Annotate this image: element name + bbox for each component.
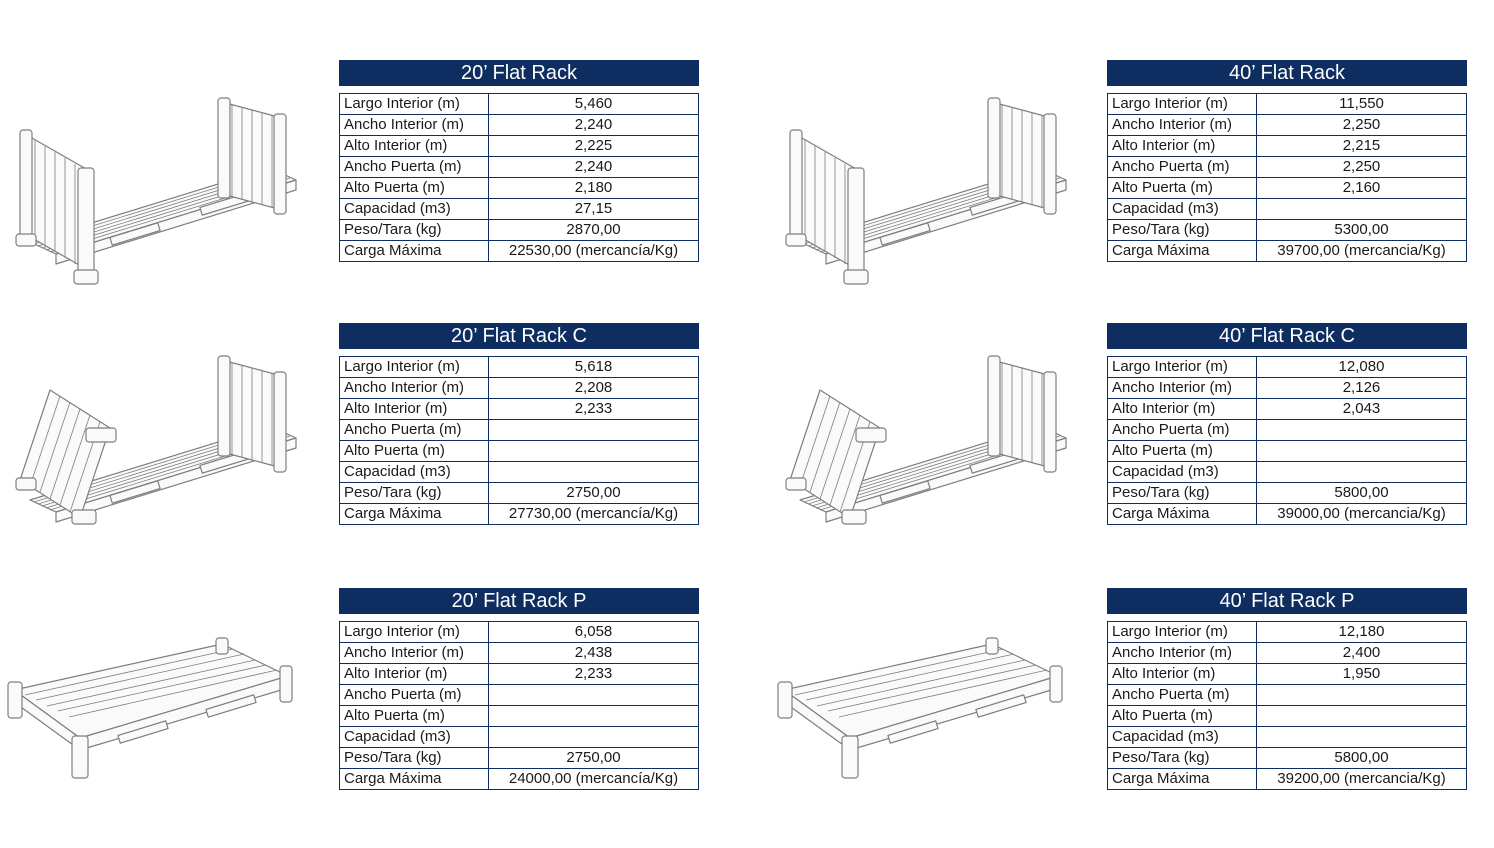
row-label: Alto Puerta (m) <box>1108 706 1257 727</box>
table-row <box>1108 727 1467 748</box>
row-label: Ancho Puerta (m) <box>1108 420 1257 441</box>
row-label: Capacidad (m3) <box>340 199 489 220</box>
table-row <box>1108 643 1467 664</box>
table-row <box>1108 178 1467 199</box>
row-label: Peso/Tara (kg) <box>340 483 489 504</box>
table-row <box>340 441 699 462</box>
table-row <box>1108 462 1467 483</box>
panel-title: 40’ Flat Rack P <box>1107 588 1467 614</box>
row-value: 12,180 <box>1257 622 1467 643</box>
table-row <box>1108 748 1467 769</box>
table-row <box>1108 157 1467 178</box>
row-label: Alto Puerta (m) <box>1108 441 1257 462</box>
row-label: Carga Máxima <box>1108 504 1257 525</box>
row-label: Carga Máxima <box>1108 241 1257 262</box>
row-value <box>489 462 699 483</box>
table-row <box>340 748 699 769</box>
row-value <box>1257 420 1467 441</box>
row-value: 5800,00 <box>1257 748 1467 769</box>
row-label: Peso/Tara (kg) <box>1108 748 1257 769</box>
table-row <box>340 769 699 790</box>
row-value <box>1257 706 1467 727</box>
spec-table <box>1107 93 1467 262</box>
row-value <box>1257 441 1467 462</box>
row-label: Peso/Tara (kg) <box>1108 220 1257 241</box>
row-label: Largo Interior (m) <box>1108 94 1257 115</box>
table-row <box>1108 664 1467 685</box>
table-row <box>1108 769 1467 790</box>
row-value: 39200,00 (mercancia/Kg) <box>1257 769 1467 790</box>
row-value: 12,080 <box>1257 357 1467 378</box>
row-value: 39700,00 (mercancia/Kg) <box>1257 241 1467 262</box>
row-value: 2,126 <box>1257 378 1467 399</box>
row-value: 39000,00 (mercancia/Kg) <box>1257 504 1467 525</box>
spec-panel-40-flat-rack-c <box>1107 323 1467 525</box>
spec-panel-40-flat-rack <box>1107 60 1467 262</box>
table-row <box>340 727 699 748</box>
row-label: Ancho Interior (m) <box>1108 378 1257 399</box>
table-row <box>340 483 699 504</box>
table-row <box>1108 378 1467 399</box>
table-row <box>1108 706 1467 727</box>
row-value: 5,618 <box>489 357 699 378</box>
row-value: 2,233 <box>489 399 699 420</box>
row-value: 27730,00 (mercancía/Kg) <box>489 504 699 525</box>
table-row <box>340 220 699 241</box>
spec-table <box>1107 621 1467 790</box>
row-label: Capacidad (m3) <box>340 727 489 748</box>
spec-table <box>339 93 699 262</box>
row-value <box>489 420 699 441</box>
panel-title: 20’ Flat Rack P <box>339 588 699 614</box>
row-value: 22530,00 (mercancía/Kg) <box>489 241 699 262</box>
table-row <box>1108 357 1467 378</box>
row-value: 2,225 <box>489 136 699 157</box>
row-label: Alto Puerta (m) <box>340 441 489 462</box>
row-value: 11,550 <box>1257 94 1467 115</box>
spec-panel-20-flat-rack-c <box>339 323 699 525</box>
row-value: 2870,00 <box>489 220 699 241</box>
row-label: Carga Máxima <box>340 769 489 790</box>
table-row <box>340 420 699 441</box>
table-row <box>1108 220 1467 241</box>
row-label: Ancho Interior (m) <box>1108 643 1257 664</box>
row-value: 5300,00 <box>1257 220 1467 241</box>
row-label: Ancho Interior (m) <box>340 115 489 136</box>
row-label: Alto Interior (m) <box>340 664 489 685</box>
row-label: Alto Puerta (m) <box>340 178 489 199</box>
row-value <box>1257 685 1467 706</box>
table-row <box>340 115 699 136</box>
flat-rack-40-illustration <box>770 72 1070 292</box>
row-value: 5,460 <box>489 94 699 115</box>
row-label: Alto Interior (m) <box>340 136 489 157</box>
table-row <box>1108 136 1467 157</box>
table-row <box>1108 483 1467 504</box>
row-value <box>489 441 699 462</box>
panel-title: 40’ Flat Rack <box>1107 60 1467 86</box>
row-value: 2,180 <box>489 178 699 199</box>
row-label: Capacidad (m3) <box>1108 199 1257 220</box>
table-row <box>1108 622 1467 643</box>
flat-rack-40p-illustration <box>770 598 1070 818</box>
row-value: 2,208 <box>489 378 699 399</box>
row-label: Alto Interior (m) <box>340 399 489 420</box>
table-row <box>1108 199 1467 220</box>
table-row <box>1108 441 1467 462</box>
row-value: 5800,00 <box>1257 483 1467 504</box>
row-value: 2750,00 <box>489 483 699 504</box>
row-label: Alto Puerta (m) <box>1108 178 1257 199</box>
row-value: 2,240 <box>489 157 699 178</box>
row-label: Peso/Tara (kg) <box>340 220 489 241</box>
spec-panel-20-flat-rack-p <box>339 588 699 790</box>
row-label: Ancho Interior (m) <box>340 643 489 664</box>
row-label: Alto Interior (m) <box>1108 664 1257 685</box>
table-row <box>1108 399 1467 420</box>
row-label: Largo Interior (m) <box>340 622 489 643</box>
row-value: 2,233 <box>489 664 699 685</box>
row-value <box>489 727 699 748</box>
table-row <box>340 622 699 643</box>
row-value: 2,240 <box>489 115 699 136</box>
row-value: 2,043 <box>1257 399 1467 420</box>
flat-rack-40c-illustration <box>770 330 1070 550</box>
row-label: Ancho Puerta (m) <box>1108 157 1257 178</box>
table-row <box>1108 685 1467 706</box>
panel-title: 20’ Flat Rack C <box>339 323 699 349</box>
row-value <box>489 706 699 727</box>
table-row <box>340 399 699 420</box>
flat-rack-20-illustration <box>0 72 300 292</box>
panel-title: 40’ Flat Rack C <box>1107 323 1467 349</box>
panel-title: 20’ Flat Rack <box>339 60 699 86</box>
spec-table <box>339 356 699 525</box>
table-row <box>340 643 699 664</box>
row-value: 6,058 <box>489 622 699 643</box>
table-row <box>340 685 699 706</box>
row-value: 2,438 <box>489 643 699 664</box>
table-row <box>340 136 699 157</box>
row-value <box>1257 462 1467 483</box>
table-row <box>340 94 699 115</box>
row-label: Largo Interior (m) <box>1108 357 1257 378</box>
row-label: Alto Puerta (m) <box>340 706 489 727</box>
row-label: Ancho Puerta (m) <box>1108 685 1257 706</box>
row-value: 24000,00 (mercancía/Kg) <box>489 769 699 790</box>
flat-rack-20c-illustration <box>0 330 300 550</box>
row-label: Alto Interior (m) <box>1108 399 1257 420</box>
table-row <box>340 357 699 378</box>
row-value: 2,250 <box>1257 115 1467 136</box>
table-row <box>340 504 699 525</box>
table-row <box>340 664 699 685</box>
row-value <box>1257 727 1467 748</box>
row-label: Carga Máxima <box>340 241 489 262</box>
table-row <box>1108 115 1467 136</box>
row-label: Carga Máxima <box>340 504 489 525</box>
row-label: Capacidad (m3) <box>340 462 489 483</box>
row-label: Ancho Interior (m) <box>1108 115 1257 136</box>
row-value: 2,400 <box>1257 643 1467 664</box>
spec-table <box>1107 356 1467 525</box>
spec-panel-20-flat-rack <box>339 60 699 262</box>
table-row <box>340 199 699 220</box>
row-value <box>1257 199 1467 220</box>
table-row <box>1108 420 1467 441</box>
row-label: Ancho Puerta (m) <box>340 157 489 178</box>
row-label: Largo Interior (m) <box>340 357 489 378</box>
row-label: Ancho Interior (m) <box>340 378 489 399</box>
row-value: 27,15 <box>489 199 699 220</box>
row-value: 1,950 <box>1257 664 1467 685</box>
table-row <box>340 241 699 262</box>
spec-panel-40-flat-rack-p <box>1107 588 1467 790</box>
row-value <box>489 685 699 706</box>
row-label: Largo Interior (m) <box>1108 622 1257 643</box>
table-row <box>340 157 699 178</box>
table-row <box>1108 241 1467 262</box>
row-label: Carga Máxima <box>1108 769 1257 790</box>
table-row <box>340 378 699 399</box>
row-value: 2,250 <box>1257 157 1467 178</box>
row-label: Capacidad (m3) <box>1108 462 1257 483</box>
spec-table <box>339 621 699 790</box>
table-row <box>340 178 699 199</box>
row-label: Peso/Tara (kg) <box>1108 483 1257 504</box>
row-label: Largo Interior (m) <box>340 94 489 115</box>
row-value: 2,160 <box>1257 178 1467 199</box>
table-row <box>340 462 699 483</box>
row-label: Peso/Tara (kg) <box>340 748 489 769</box>
row-label: Ancho Puerta (m) <box>340 685 489 706</box>
row-value: 2,215 <box>1257 136 1467 157</box>
row-value: 2750,00 <box>489 748 699 769</box>
table-row <box>1108 94 1467 115</box>
row-label: Ancho Puerta (m) <box>340 420 489 441</box>
table-row <box>340 706 699 727</box>
row-label: Capacidad (m3) <box>1108 727 1257 748</box>
table-row <box>1108 504 1467 525</box>
flat-rack-20p-illustration <box>0 598 300 818</box>
row-label: Alto Interior (m) <box>1108 136 1257 157</box>
